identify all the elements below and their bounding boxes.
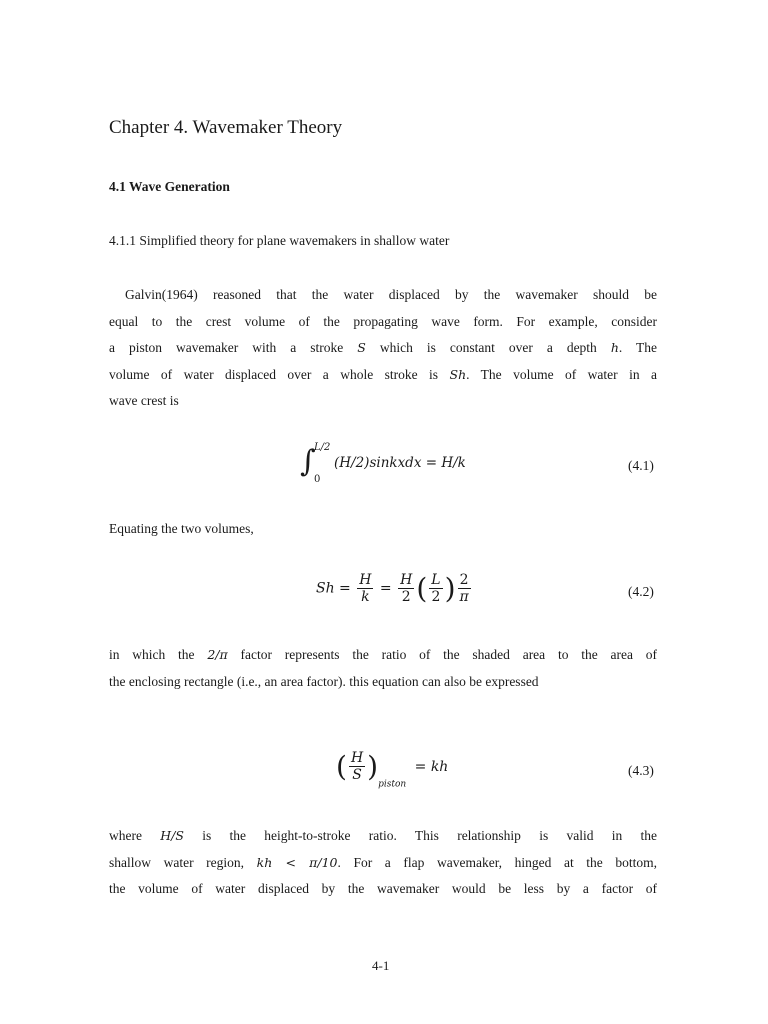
paragraph-line: shallow water region, kh < π/10. For a flap wavemaker, hinged at the bottom, [109, 854, 658, 870]
subsection-title: 4.1.1 Simplified theory for plane wavemakers in shallow water [109, 233, 450, 248]
math-symbol: h [610, 340, 619, 355]
paragraph-area-factor [109, 642, 657, 695]
paragraph-line: a piston wavemaker with a stroke S which is constant over a depth h. The [109, 340, 658, 355]
eq-lhs: Sh = [316, 580, 351, 597]
paragraph-line: equal to the crest volume of the propagating wave form. For example, consider [109, 313, 657, 329]
fraction: $\frac{L}{2}$ [431, 572, 441, 605]
paragraph-line: Galvin(1964) reasoned that the water displaced by the wavemaker should be [125, 287, 657, 302]
equation-number: (4.2) [628, 584, 654, 599]
math-symbol: kh < π/10 [256, 854, 338, 870]
equation-number: (4.3) [628, 763, 654, 778]
paragraph-line: volume of water displaced over a whole stroke is Sh. The volume of water in a [109, 366, 657, 382]
integrand: (H/2)sinkxdx = H/k [334, 455, 466, 471]
eq-rhs: = kh [414, 758, 449, 775]
fraction: $\frac{H}{k}$ [359, 572, 372, 605]
equation-number: (4.1) [628, 458, 654, 473]
fraction: $\frac{H}{S}$ [350, 750, 364, 783]
integral-lower-limit: 0 [314, 474, 321, 485]
section-title: 4.1 Wave Generation [109, 179, 230, 194]
equating-text: Equating the two volumes, [109, 521, 254, 536]
math-symbol: H/S [160, 828, 184, 843]
paragraph-line: the volume of water displaced by the wavemaker would be less by a factor of [109, 881, 657, 896]
subscript: piston [378, 779, 407, 790]
math-symbol: Sh [449, 366, 467, 382]
equation-4-1 [300, 442, 500, 486]
paragraph-height-to-stroke [109, 823, 657, 903]
fraction: $\frac{H}{2}$ [400, 572, 413, 605]
paragraph-line: where H/S is the height-to-stroke ratio. This relationship is valid in the [109, 828, 658, 843]
math-symbol: S [357, 340, 366, 355]
paragraph-line: the enclosing rectangle (i.e., an area factor). this equation can also be expressed [109, 673, 539, 689]
page-number: 4-1 [372, 958, 390, 973]
equation-4-2: Sh = $\frac{H}{k}$ = $\frac{H}{2}$ ( $\frac{L}{2}$ ) $\frac{2}{\pi}$ [316, 572, 469, 605]
integral-upper-limit: L/2 [314, 442, 331, 453]
integral-symbol: ∫ [300, 444, 316, 479]
paragraph-galvin [109, 282, 657, 415]
chapter-title: Chapter 4. Wavemaker Theory [109, 117, 343, 138]
equation-4-3: ( $\frac{H}{S}$ )$_{piston}$ = kh [336, 750, 449, 790]
paragraph-line: wave crest is [109, 393, 179, 408]
math-symbol: 2/π [207, 647, 228, 662]
paragraph-line: in which the 2/π factor represents the ratio of the shaded area to the area of [109, 647, 658, 662]
fraction: $\frac{2}{\pi}$ [459, 572, 469, 605]
